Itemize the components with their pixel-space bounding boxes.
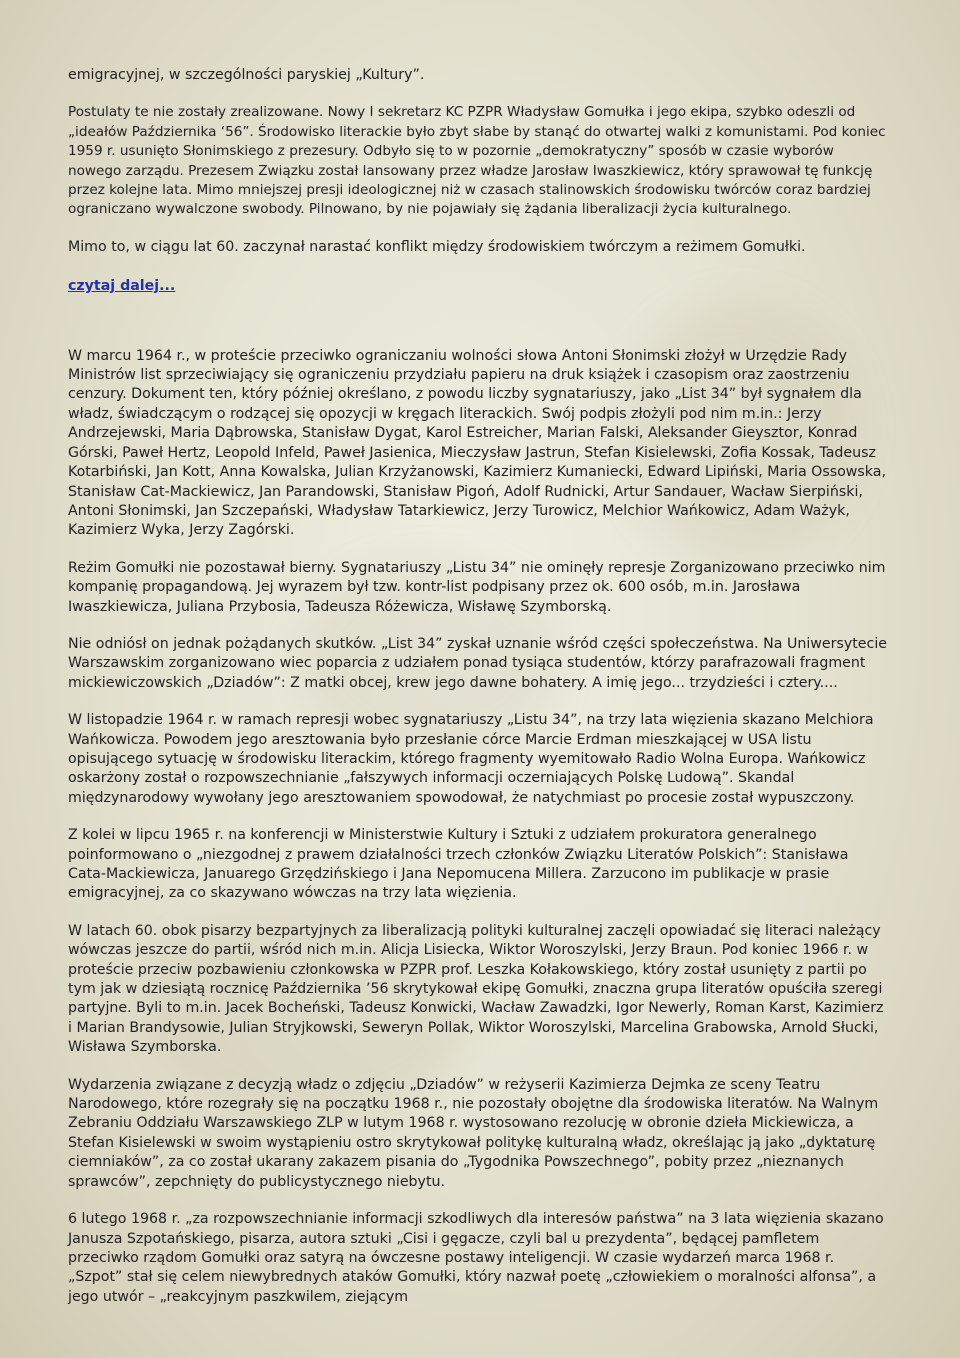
paragraph: W listopadzie 1964 r. w ramach represji wobec sygnatariuszy „Listu 34”, na trzy lata więzienia skazano Melchiora Wańkowicza. Powodem jego aresztowania było przesłanie córce Marcie Erdman mieszkającej w USA listu opisującego sytuację w środowisku literackim, którego fragmenty wyemitowało Radio Wolna Europa. Wańkowicz oskarżony został o rozpowszechnianie „fałszywych informacji oczerniających Polskę Ludową”. Skandal międzynarodowy wywołany jego aresztowaniem spowodował, że natychmiast po procesie został wypuszczony. [68,712,874,806]
paragraph: emigracyjnej, w szczególności paryskiej „Kultury”. [68,67,425,83]
paragraph: W marcu 1964 r., w proteście przeciwko ograniczaniu wolności słowa Antoni Słonimski złożył w Urzędzie Rady Ministrów list sprzeciwiający się ograniczeniu przydziału papieru na druk książek i czasopism oraz zaostrzeniu cenzury. Dokument ten, który później określano, z powodu liczby sygnatariuszy, jako „List 34” był sygnałem dla władz, świadczącym o rodzącej się opozycji w kręgach literackich. Swój podpis złożyli pod nim m.in.: Jerzy Andrzejewski, Maria Dąbrowska, Stanisław Dygat, Karol Estreicher, Marian Falski, Aleksander Gieysztor, Konrad Górski, Paweł Hertz, Leopold Infeld, Paweł Jasienica, Mieczysław Jastrun, Stefan Kisielewski, Zofia Kossak, Tadeusz Kotarbiński, Jan Kott, Anna Kowalska, Julian Krzyżanowski, Kazimierz Kumaniecki, Edward Lipiński, Maria Ossowska, Stanisław Cat-Mackiewicz, Jan Parandowski, Stanisław Pigoń, Adolf Rudnicki, Artur Sandauer, Wacław Sierpiński, Antoni Słonimski, Jan Szczepański, Władysław Tatarkiewicz, Jerzy Turowicz, Melchior Wańkowicz, Adam Ważyk, Kazimierz Wyka, Jerzy Zagórski. [68,347,886,539]
article-body [68,66,890,1325]
paragraph: 6 lutego 1968 r. „za rozpowszechnianie informacji szkodliwych dla interesów państwa” na 3 lata więzienia skazano Janusza Szpotańskiego, pisarza, autora sztuki „Cisi i gęgacze, czyli bal u prezydenta”, będącej pamfletem przeciwko rządom Gomułki oraz satyrą na ówczesne postawy inteligencji. W czasie wydarzeń marca 1968 r. „Szpot” stał się celem niewybrednych ataków Gomułki, który nazwał poetę „człowiekiem o moralności alfonsa”, a jego utwór – „reakcyjnym paszkwilem, ziejącym [68,1211,884,1305]
paragraph: Reżim Gomułki nie pozostawał bierny. Sygnatariuszy „Listu 34” nie ominęły represje Zorganizowano przeciwko nim kompanię propagandową. Jej wyrazem był tzw. kontr-list podpisany przez ok. 600 osób, m.in. Jarosława Iwaszkiewicza, Juliana Przybosia, Tadeusza Różewicza, Wisławę Szymborską. [68,559,886,615]
paragraph: Mimo to, w ciągu lat 60. zaczynał narastać konflikt między środowiskiem twórczym a reżimem Gomułki. [68,238,806,255]
paragraph: Postulaty te nie zostały zrealizowane. Nowy I sekretarz KC PZPR Władysław Gomułka i jego ekipa, szybko odeszli od „ideałów Października ‘56”. Środowisko literackie było zbyt słabe by stanąć do otwartej walki z komunistami. Pod koniec 1959 r. usunięto Słonimskiego z prezesury. Odbyło się to w pozornie „demokratyczny” sposób w czasie wyborów nowego zarządu. Prezesem Związku został lansowany przez władze Jarosław Iwaszkiewicz, który sprawował tę funkcję przez kolejne lata. Mimo mniejszej presji ideologicznej niż w czasach stalinowskich środowisku twórców coraz bardziej ograniczano wywalczone swobody. Pilnowano, by nie pojawiały się żądania liberalizacji życia kulturalnego. [68,104,886,218]
read-more-link[interactable]: czytaj dalej... [68,278,176,295]
paragraph: Z kolei w lipcu 1965 r. na konferencji w Ministerstwie Kultury i Sztuki z udziałem prokuratora generalnego poinformowano o „niezgodnej z prawem działalności trzech członków Związku Literatów Polskich”: Stanisława Cata-Mackiewicza, Januarego Grzędzińskiego i Jana Nepomucena Millera. Zarzucono im publikacje w prasie emigracyjnej, za co skazywano wówczas na trzy lata więzienia. [68,827,849,902]
paragraph: Wydarzenia związane z decyzją władz o zdjęciu „Dziadów” w reżyserii Kazimierza Dejmka ze sceny Teatru Narodowego, które rozegrały się na początku 1968 r., nie pozostały obojętne dla środowiska literatów. Na Walnym Zebraniu Oddziału Warszawskiego ZLP w lutym 1968 r. wystosowano rezolucję w obronie dzieła Mickiewicza, a Stefan Kisielewski w swoim wystąpieniu ostro skrytykował politykę kulturalną władz, określając ją jako „dyktaturę ciemniaków”, za co został ukarany zakazem pisania do „Tygodnika Powszechnego”, pobity przez „nieznanych sprawców”, zepchnięty do publicystycznego niebytu. [68,1076,879,1190]
paragraph: W latach 60. obok pisarzy bezpartyjnych za liberalizacją polityki kulturalnej zaczęli opowiadać się literaci należący wówczas jeszcze do partii, wśród nich m.in. Alicja Lisiecka, Wiktor Woroszylski, Jerzy Braun. Pod koniec 1966 r. w proteście przeciw pozbawieniu członkowska w PZPR prof. Leszka Kołakowskiego, który został usunięty z partii po tym jak w dziesiątą rocznicę Października ’56 skrytykował ekipę Gomułki, znaczna grupa literatów opuściła szeregi partyjne. Byli to m.in. Jacek Bocheński, Tadeusz Konwicki, Wacław Zawadzki, Igor Newerly, Roman Karst, Kazimierz i Marian Brandysowie, Julian Stryjkowski, Seweryn Pollak, Wiktor Woroszylski, Marcelina Grabowska, Arnold Słucki, Wisława Szymborska. [68,922,884,1056]
paragraph: Nie odniósł on jednak pożądanych skutków. „List 34” zyskał uznanie wśród części społeczeństwa. Na Uniwersytecie Warszawskim zorganizowano wiec poparcia z udziałem ponad tysiąca studentów, którzy parafrazowali fragment mickiewiczowskich „Dziadów”: Z matki obcej, krew jego dawne bohatery. A imię jego... trzydzieści i cztery.... [68,635,888,691]
